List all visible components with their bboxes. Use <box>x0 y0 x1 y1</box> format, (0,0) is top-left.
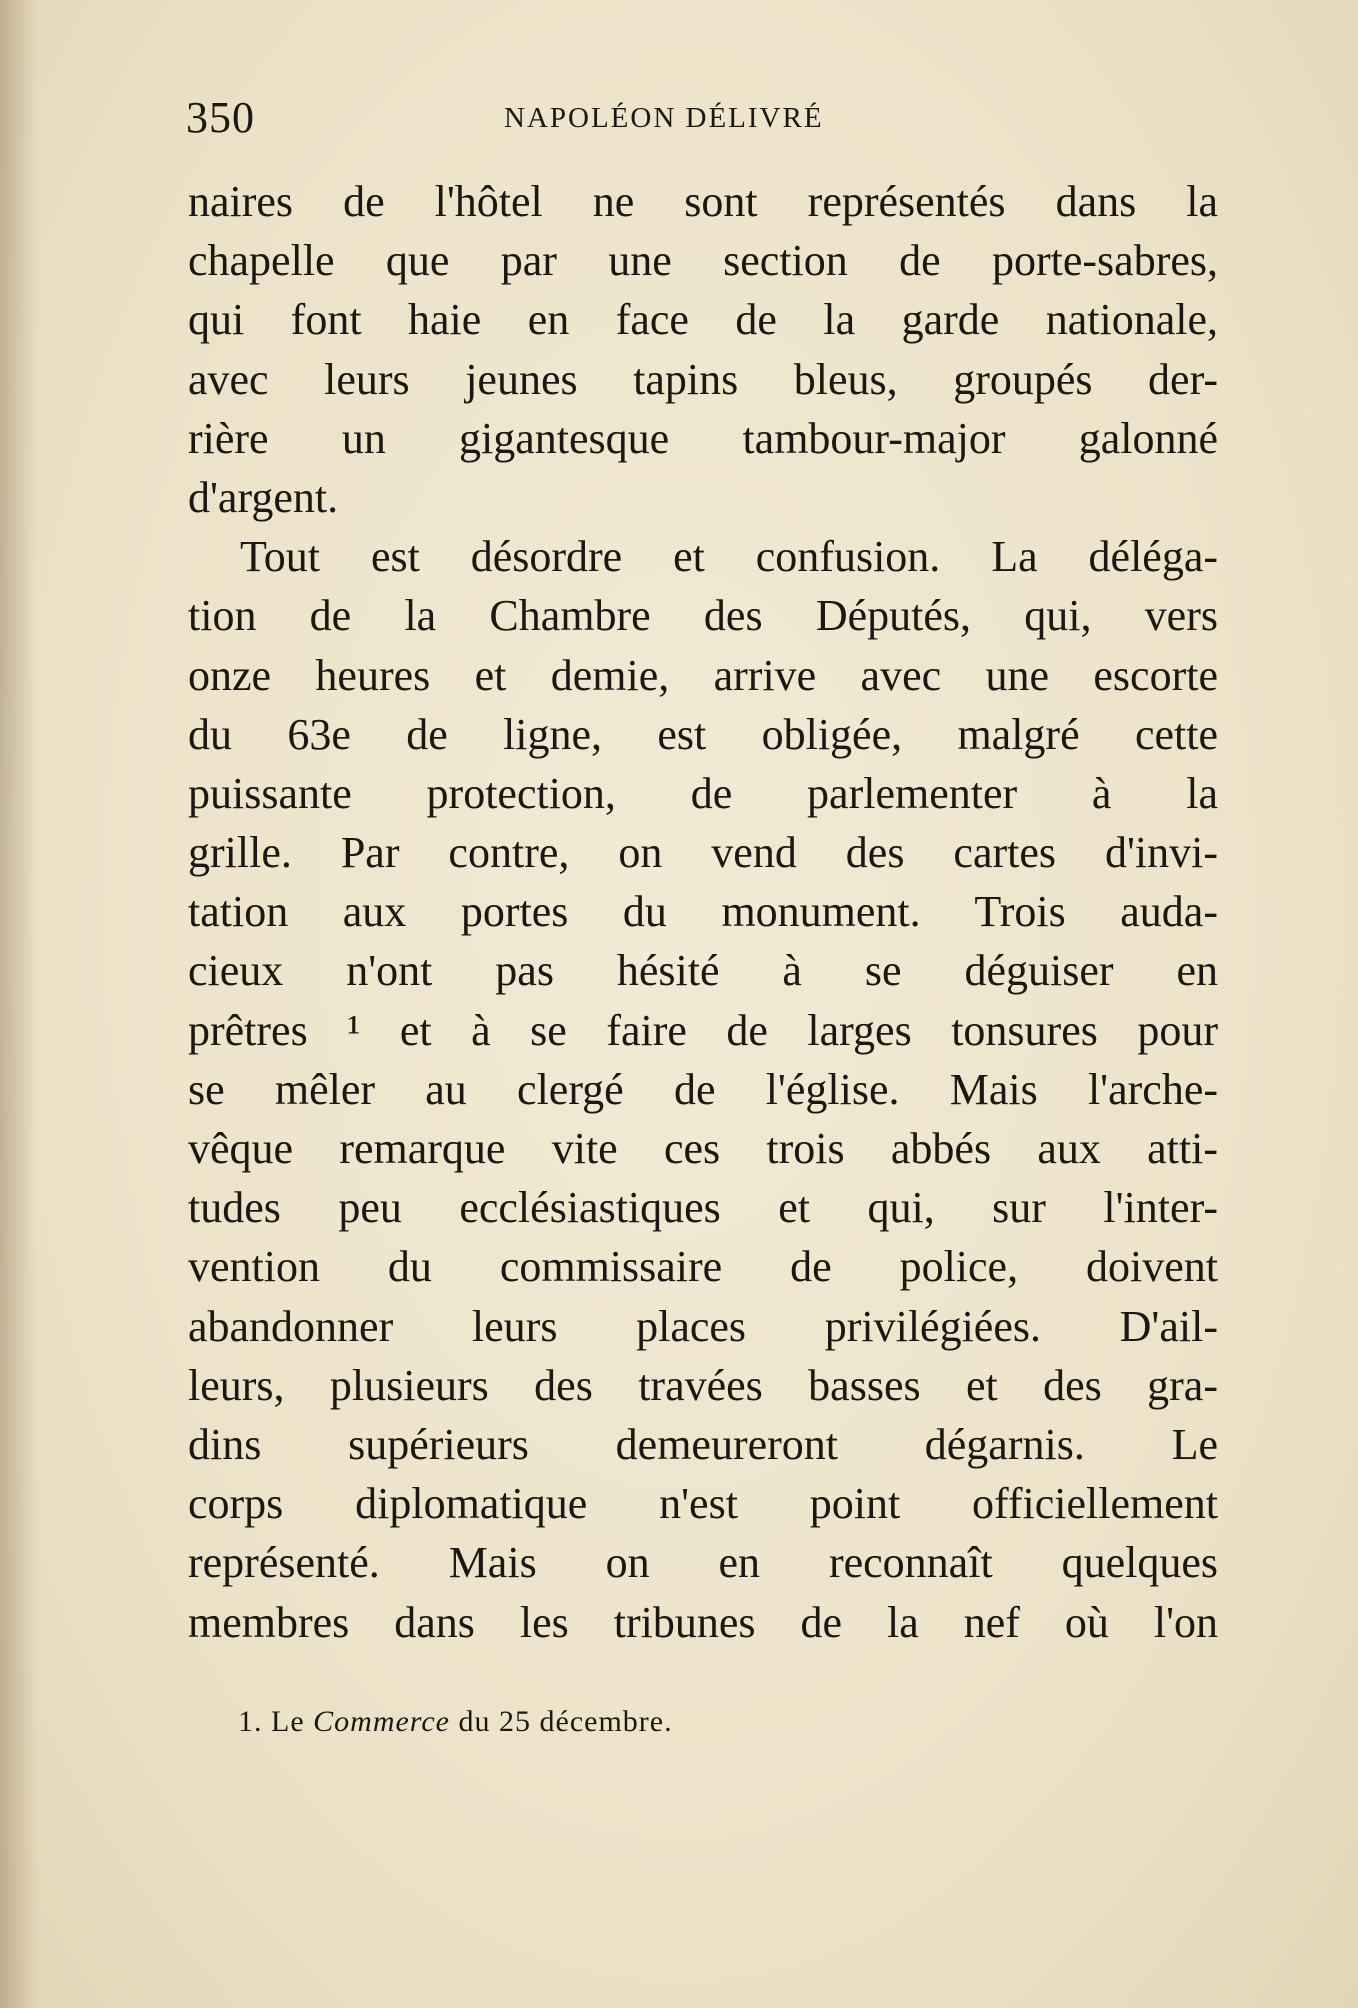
text-line: tudes peu ecclésiastiques et qui, sur l'inter- <box>188 1183 1218 1233</box>
text-line: du 63e de ligne, est obligée, malgré cette <box>188 709 1218 759</box>
text-line: corps diplomatique n'est point officiellement <box>188 1479 1218 1529</box>
text-line: leurs, plusieurs des travées basses et des gra- <box>188 1360 1218 1410</box>
text-line: Tout est désordre et confusion. La déléga- <box>240 532 1218 582</box>
text-line: grille. Par contre, on vend des cartes d'invi- <box>188 828 1218 878</box>
text-line: abandonner leurs places privilégiées. D'ail- <box>188 1301 1218 1351</box>
footnote-title: Commerce <box>313 1705 450 1738</box>
text-line: se mêler au clergé de l'église. Mais l'arche- <box>188 1064 1218 1114</box>
text-line: dins supérieurs demeureront dégarnis. Le <box>188 1419 1218 1469</box>
page-edge-shadow <box>0 0 38 2008</box>
body-text <box>188 172 1218 1652</box>
text-line: puissante protection, de parlementer à la <box>188 768 1218 818</box>
text-line: prêtres ¹ et à se faire de larges tonsures pour <box>188 1005 1218 1055</box>
page-header <box>186 92 1216 148</box>
footnote-rest: du 25 décembre. <box>458 1705 673 1738</box>
text-line: avec leurs jeunes tapins bleus, groupés der- <box>188 354 1218 404</box>
running-title: NAPOLÉON DÉLIVRÉ <box>504 102 824 134</box>
text-line: chapelle que par une section de porte-sabres, <box>188 236 1218 286</box>
text-line: onze heures et demie, arrive avec une escorte <box>188 650 1218 700</box>
text-line: tation aux portes du monument. Trois auda- <box>188 887 1218 937</box>
text-line: vention du commissaire de police, doivent <box>188 1242 1218 1292</box>
footnote <box>238 1705 673 1739</box>
text-line: membres dans les tribunes de la nef où l'on <box>188 1597 1218 1647</box>
text-line: naires de l'hôtel ne sont représentés dans la <box>188 177 1218 226</box>
text-line: qui font haie en face de la garde nationale, <box>188 295 1218 345</box>
page-number: 350 <box>186 93 255 142</box>
text-line: vêque remarque vite ces trois abbés aux atti- <box>188 1124 1218 1173</box>
text-line: rière un gigantesque tambour-major galonné <box>188 413 1218 463</box>
text-line: tion de la Chambre des Députés, qui, vers <box>188 591 1218 641</box>
text-line: cieux n'ont pas hésité à se déguiser en <box>188 946 1218 996</box>
text-line: d'argent. <box>188 472 339 522</box>
text-line: représenté. Mais on en reconnaît quelques <box>188 1538 1218 1588</box>
footnote-number: 1. Le <box>238 1705 305 1738</box>
